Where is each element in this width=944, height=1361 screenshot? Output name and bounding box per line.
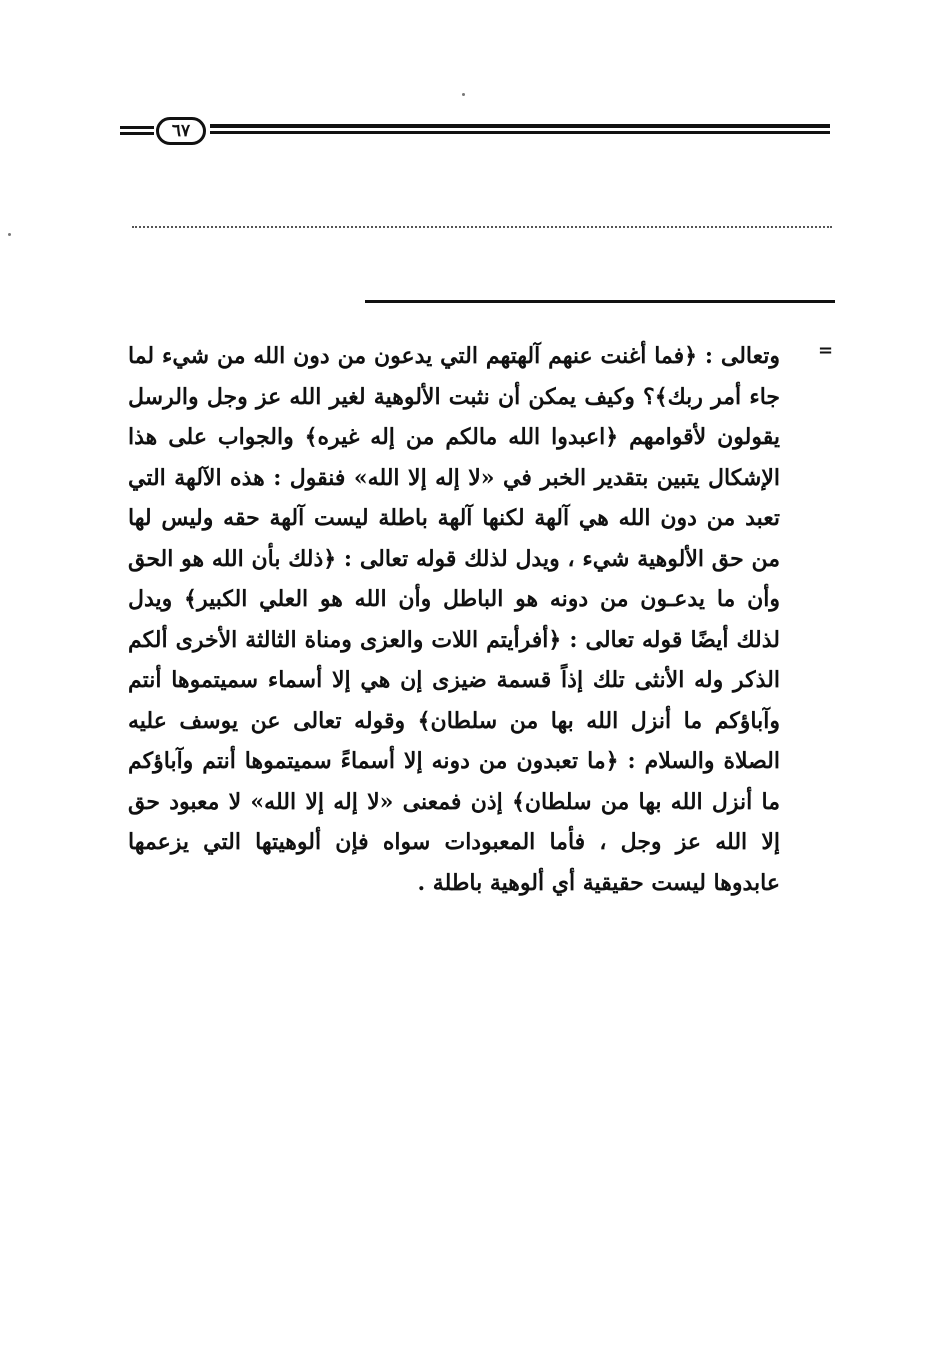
footnote-rule	[365, 300, 835, 303]
scan-speck	[462, 93, 465, 96]
body-paragraph: وتعالى : ﴿فما أغنت عنهم آلهتهم التي يدعون من دون الله من شيء لما جاء أمر ربك﴾؟ وكيف يمكن أن نثبت الألوهية لغير الله عز وجل والرسل يقولون لأقوامهم ﴿اعبدوا الله مالكم من إله غيره﴾ والجواب على هذا الإشكال يتبين بتقدير الخبر في «لا إله إلا الله» فنقول : هذه الآلهة التي تعبد من دون الله هي آلهة لكنها آلهة باطلة ليست آلهة حقه وليس لها من حق الألوهية شيء ، ويدل لذلك قوله تعالى : ﴿ذلك بأن الله هو الحق وأن ما يدعـون من دونه هو الباطل وأن الله هو العلي الكبير﴾ ويدل لذلك أيضًا قوله تعالى : ﴿أفرأيتم اللات والعزى ومناة الثالثة الأخرى ألكم الذكر وله الأنثى تلك إذاً قسمة ضيزى إن هي إلا أسماء سميتموها أنتم وآباؤكم ما أنزل الله بها من سلطان﴾ وقوله تعالى عن يوسف عليه الصلاة والسلام : ﴿ما تعبدون من دونه إلا أسماءً سميتموها أنتم وآباؤكم ما أنزل الله بها من سلطان﴾ إذن فمعنى «لا إله إلا الله» لا معبود حق إلا الله عز وجل ، فأما المعبودات سواه فإن ألوهيتها التي يزعمها عابدوها ليست حقيقية أي ألوهية باطلة .	[128, 343, 780, 896]
continuation-mark: =	[818, 340, 834, 361]
page-number: ٦٧	[156, 117, 206, 145]
header-rule-right	[210, 124, 830, 134]
header-rule-left	[120, 126, 154, 138]
scan-speck	[8, 233, 11, 236]
body-text-block	[128, 336, 780, 903]
dotted-separator	[132, 226, 832, 228]
